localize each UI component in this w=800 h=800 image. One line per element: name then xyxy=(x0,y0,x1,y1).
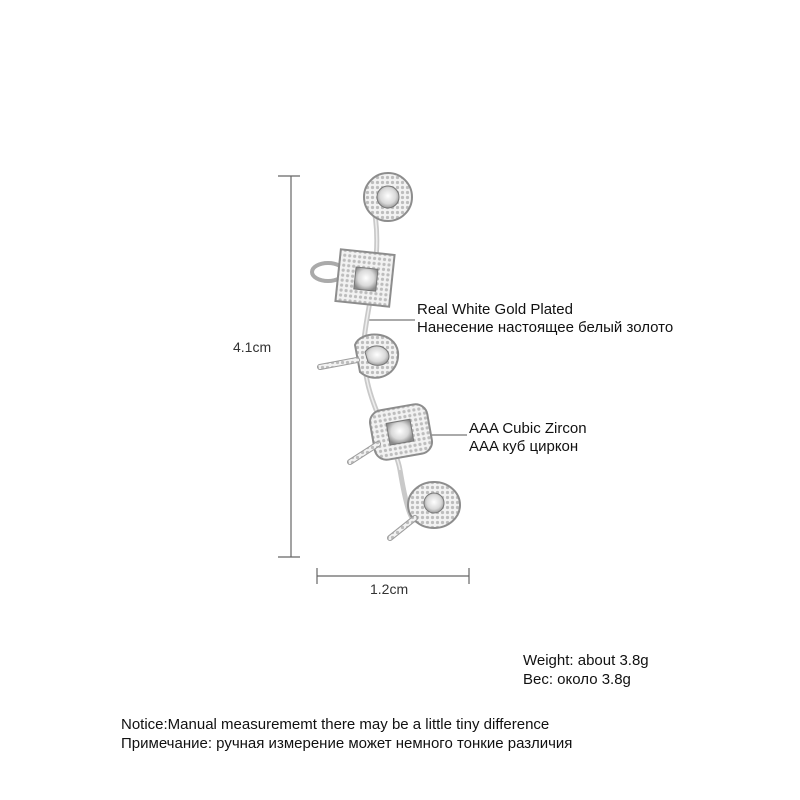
callout-zircon-en: AAA Cubic Zircon xyxy=(469,420,587,437)
ear-cuff-earring xyxy=(312,173,460,538)
height-dimension-line xyxy=(278,176,300,557)
weight-en: Weight: about 3.8g xyxy=(523,652,649,669)
weight-ru: Вес: около 3.8g xyxy=(523,671,631,688)
callout-plating-en: Real White Gold Plated xyxy=(417,301,573,318)
height-label: 4.1cm xyxy=(233,339,272,355)
callout-zircon-ru: AAA куб циркон xyxy=(469,438,579,455)
callout-plating-ru: Нанесение настоящее белый золото xyxy=(417,319,674,336)
notice-ru: Примечание: ручная измерение может немного тонкие различия xyxy=(121,735,573,752)
notice-en: Notice:Manual measurememt there may be a little tiny difference xyxy=(121,716,550,733)
width-label: 1.2cm xyxy=(370,581,409,597)
